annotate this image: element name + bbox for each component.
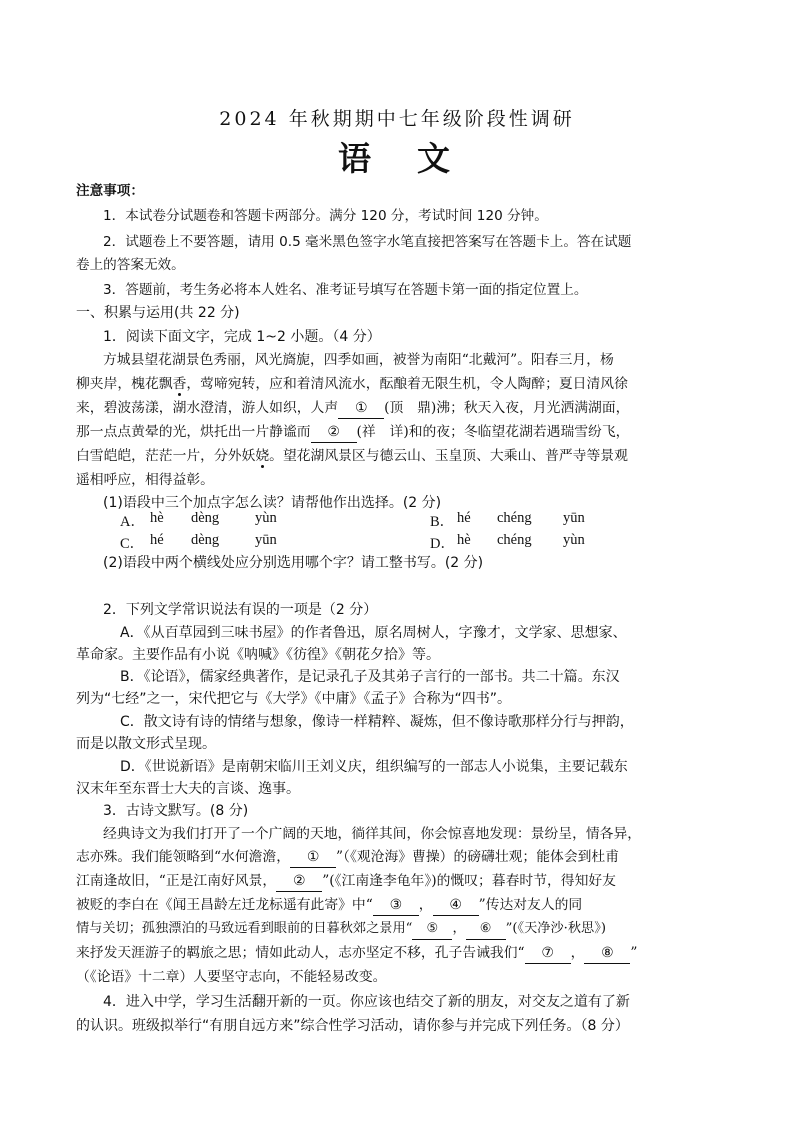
q2-option-a-line-1: A．《从百草园到三味书屋》的作者鲁迅，原名周树人，字豫才，文学家、思想家、 [120,625,627,641]
option-d: D． [430,536,455,552]
q2-option-c-line-1: C．散文诗有诗的情绪与想象，像诗一样精粹、凝炼，但不像诗歌那样分行与押韵， [120,714,634,730]
q3-stem: 3．古诗文默写。(8 分) [103,803,249,819]
option-b-pinyin-3: yūn [563,510,585,526]
q3-line-6: 来抒发天涯游子的羁旅之思；情如此动人，志亦坚定不移，孔子告诫我们“ ⑦ ， ⑧ ” [76,943,637,964]
q3-line-1: 经典诗文为我们打开了一个广阔的天地，徜徉其间，你会惊喜地发现：景纷呈，情各异， [103,826,642,842]
exam-title: 2024 年秋期期中七年级阶段性调研 [219,108,575,130]
option-a-pinyin-3: yùn [255,510,277,526]
q2-option-d-line-2: 汉末年至东晋士大夫的言谈、逸事。 [76,781,300,797]
poem-blank-8: ⑧ [584,943,630,964]
notice-item-2-line-1: 2．试题卷上不要答题，请用 0.5 毫米黑色签字水笔直接把答案写在答题卡上。答在试题 [103,234,632,250]
option-d-pinyin-1: hè [457,532,471,548]
q2-option-b-line-1: B．《论语》，儒家经典著作，是记录孔子及其弟子言行的一部书。共二十篇。东汉 [120,669,620,685]
notice-heading: 注意事项： [76,183,144,199]
q1-passage-line-5: 白雪皑皑，茫茫一片，分外妖娆。望花湖风景区与德云山、玉皇顶、大乘山、普严寺等景观 [76,448,628,464]
option-d-pinyin-2: chéng [497,532,532,548]
blank-2: ② [311,422,357,443]
dotted-char-2: 娆 [255,448,270,464]
option-b-pinyin-2: chéng [497,510,532,526]
q3-line-5: 情与关切；孤独漂泊的马致远看到眼前的日暮秋郊之景用“ ⑤ ， ⑥ ”(《天净沙·秋思》) [76,919,606,940]
q1-passage-line-2: 柳夹岸，槐花飘香，莺啼宛转，应和着清风流水，酝酿着无限生机，令人陶醉；夏日清风徐 [76,376,628,392]
option-c-pinyin-1: hé [150,532,164,548]
q3-line-7: （《论语》十二章）人要坚守志向，不能轻易改变。 [76,969,387,985]
poem-blank-6: ⑥ [466,919,506,940]
option-c-pinyin-3: yūn [255,532,277,548]
q1-passage-line-4: 那一点点黄晕的光，烘托出一片静谧而 ② (祥 详)和的夜；冬临望花湖若遇瑞雪纷飞， [76,422,629,443]
poem-blank-2: ② [276,871,322,892]
blank-1: ① [338,398,384,419]
q2-option-d-line-1: D．《世说新语》是南朝宋临川王刘义庆，组织编写的一部志人小说集，主要记载东 [120,759,628,775]
q1-sub-question-1: (1)语段中三个加点字怎么读？请帮他作出选择。(2 分) [103,495,442,511]
notice-item-1: 1．本试卷分试题卷和答题卡两部分。满分 120 分，考试时间 120 分钟。 [103,208,548,224]
q4-line-2: 的认识。班级拟举行“有朋自远方来”综合性学习活动，请你参与并完成下列任务。（8 分） [76,1018,629,1034]
q2-option-b-line-2: 列为“七经”之一，宋代把它与《大学》《中庸》《孟子》合称为“四书”。 [76,691,512,707]
dotted-char-1: 香 [172,376,187,392]
q1-passage-line-1: 方城县望花湖景色秀丽，风光旖旎，四季如画，被誉为南阳“北戴河”。阳春三月，杨 [103,352,614,368]
option-d-pinyin-3: yùn [563,532,585,548]
poem-blank-5: ⑤ [412,919,452,940]
poem-blank-7: ⑦ [525,943,571,964]
q1-stem: 1．阅读下面文字，完成 1~2 小题。（4 分） [103,329,381,345]
option-c-pinyin-2: dèng [191,532,220,548]
option-b: B． [430,514,455,530]
poem-blank-1: ① [290,847,336,868]
poem-blank-3: ③ [373,895,419,916]
option-a-pinyin-2: dèng [191,510,220,526]
q1-passage-line-6: 遥相呼应，相得益彰。 [76,472,214,488]
poem-blank-4: ④ [433,895,479,916]
q3-line-2: 志亦殊。我们能领略到“水何澹澹， ① ”（《观沧海》曹操）的磅礴壮观；能体会到杜甫 [76,847,619,868]
option-c: C． [120,536,145,552]
q2-option-a-line-2: 革命家。主要作品有小说《呐喊》《彷徨》《朝花夕拾》等。 [76,647,440,663]
notice-item-2-line-2: 卷上的答案无效。 [76,257,185,273]
subject-title: 语文 [338,139,496,178]
q3-line-3: 江南逢故旧，“正是江南好风景， ② ”(《江南逢李龟年》)的慨叹；暮春时节，得知好友 [76,871,616,892]
section-1-heading: 一、积累与运用(共 22 分) [76,305,240,321]
q2-option-c-line-2: 而是以散文形式呈现。 [76,736,216,752]
option-a: A． [120,514,145,530]
notice-item-3: 3．答题前，考生务必将本人姓名、准考证号填写在答题卡第一面的指定位置上。 [103,282,588,298]
option-a-pinyin-1: hè [150,510,164,526]
q3-line-4: 被贬的李白在《闻王昌龄左迁龙标遥有此寄》中“ ③ ， ④ ”传达对友人的同 [76,895,582,916]
q1-passage-line-3: 来，碧波荡漾，湖水澄清，游人如织，人声 ① (顶 鼎)沸；秋天入夜，月光洒满湖面， [76,398,629,419]
q2-stem: 2．下列文学常识说法有误的一项是（2 分） [103,602,378,618]
q1-sub-question-2: (2)语段中两个横线处应分别选用哪个字？请工整书写。(2 分) [103,555,484,571]
q4-line-1: 4．进入中学，学习生活翻开新的一页。你应该也结交了新的朋友，对交友之道有了新 [103,994,630,1010]
option-b-pinyin-1: hé [457,510,471,526]
